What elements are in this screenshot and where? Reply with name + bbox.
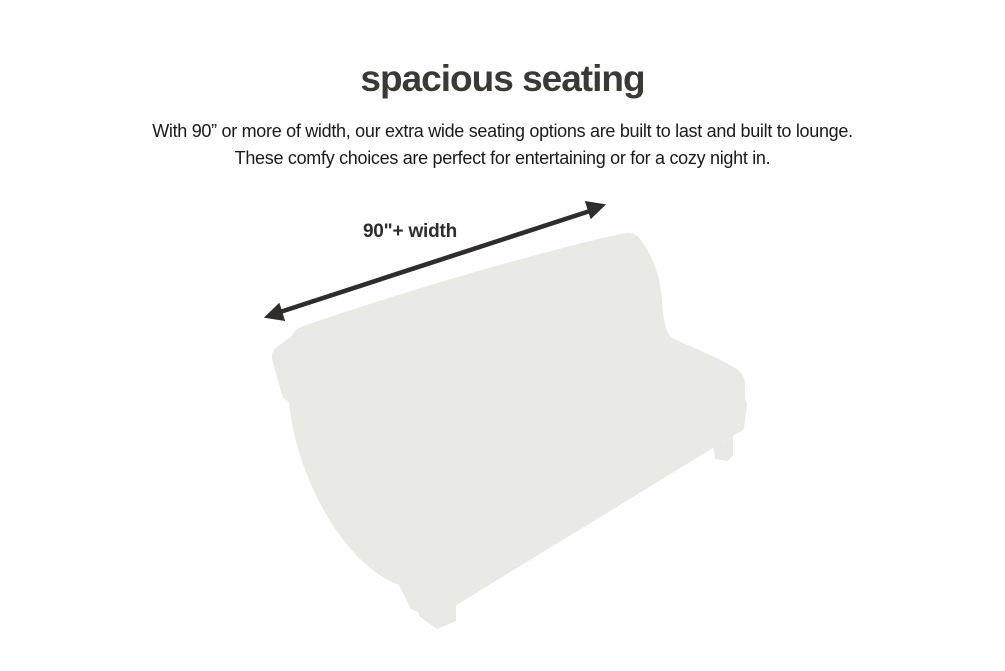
subtitle-line-1: With 90” or more of width, our extra wide seating options are built to last and built to lounge. [152,121,853,141]
subtitle-line-2: These comfy choices are perfect for entertaining or for a cozy night in. [234,148,771,168]
arrow-right-head [586,202,604,217]
arrow-left-head [266,305,284,320]
dimension-label: 90"+ width [362,221,458,242]
page-title: spacious seating [360,58,645,99]
